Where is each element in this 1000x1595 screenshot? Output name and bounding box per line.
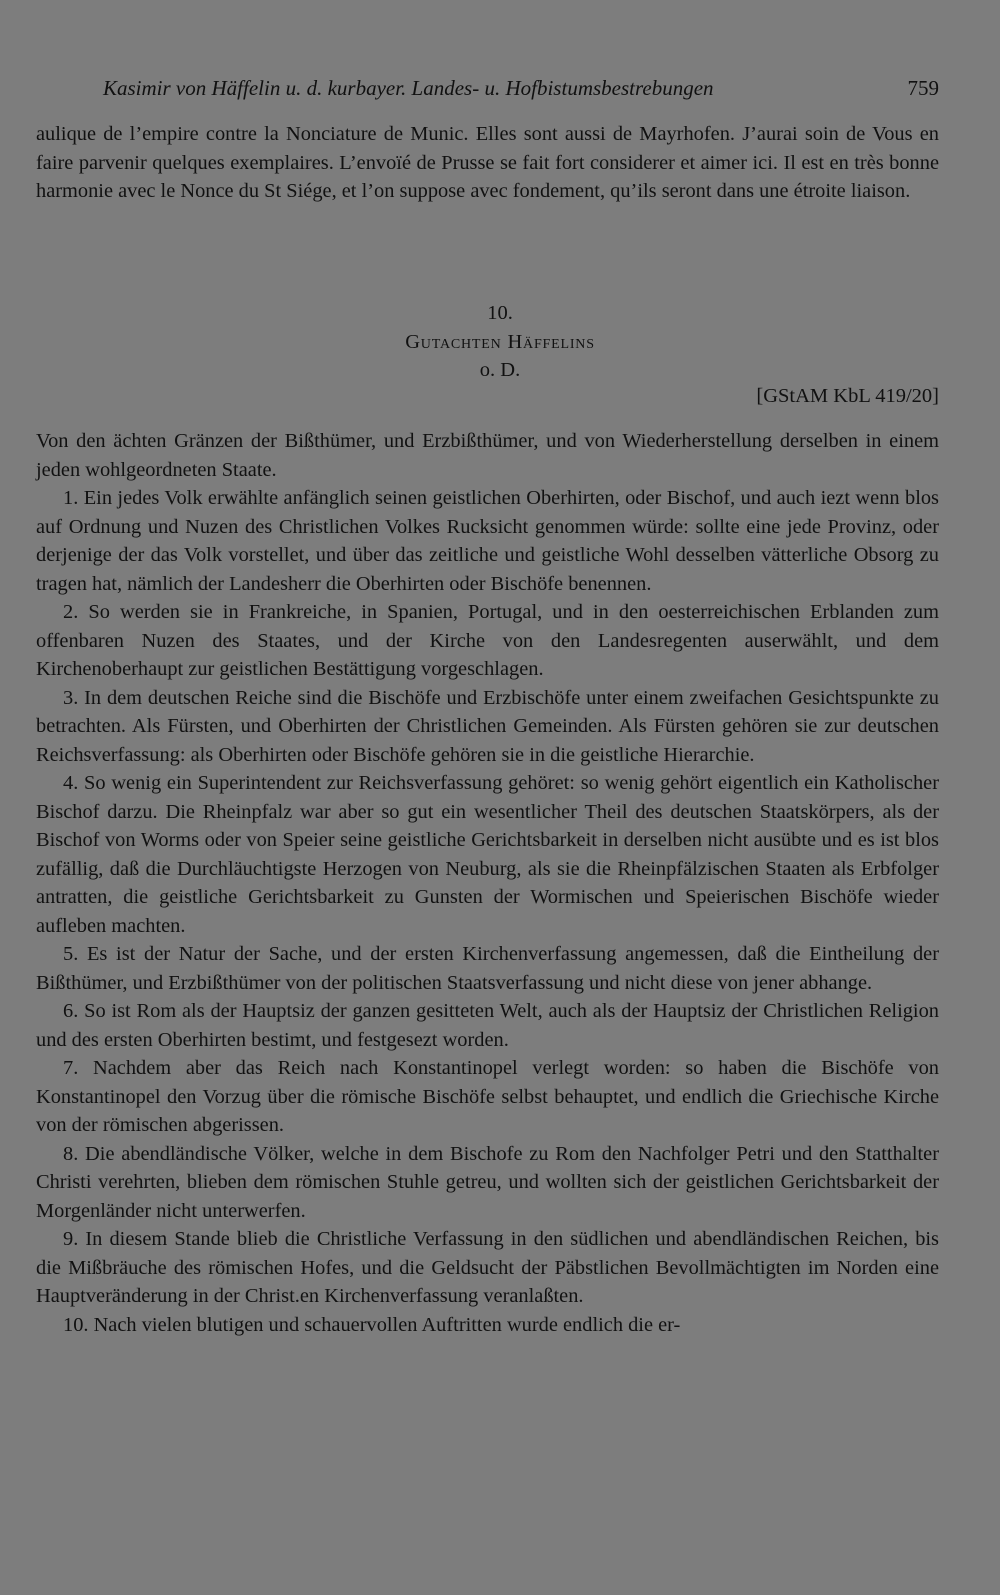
document-title: Gutachten Häffelins (405, 331, 595, 353)
numbered-paragraph-10: 10. Nach vielen blutigen und schauervollen Auftritten wurde endlich die er- (63, 1313, 681, 1336)
numbered-paragraph-3: 3. In dem deutschen Reiche sind die Bischöfe und Erzbischöfe unter einem zweifachen Gesichtspunkte zu betrachten. Als Fürsten, und Oberhirten der Christlichen Gemeinden. Als Fürsten gehören sie zur deutschen Reichsverfassung: als Oberhirten oder Bischöfe gehören sie in die geistliche Hierarchie. (36, 686, 939, 766)
heading-paragraph: Von den ächten Gränzen der Bißthümer, und Erzbißthümer, und von Wiederherstellung derselben in einem jeden wohlgeordneten Staate. (36, 430, 939, 481)
intro-text-block (36, 120, 939, 206)
numbered-paragraph-4: 4. So wenig ein Superintendent zur Reichsverfassung gehöret: so wenig gehört eigentlich ein Katholischer Bischof darzu. Die Rheinpfalz war aber so gut ein wesentlicher Theil des deutschen Staatskörpers, als der Bischof von Worms oder von Speier seine geistliche Gerichtsbarkeit in derselben nicht ausübte und es ist blos zufällig, daß die Durchläuchtigste Herzogen von Neuburg, als sie die Rheinpfälzischen Staaten als Erbfolger antratten, die geistliche Gerichtsbarkeit zu Gunsten der Wormischen und Speierischen Bischöfe wieder aufleben machten. (36, 772, 939, 937)
numbered-paragraph-1: 1. Ein jedes Volk erwählte anfänglich seinen geistlichen Oberhirten, oder Bischof, und auch iezt wenn blos auf Ordnung und Nuzen des Christlichen Volkes Rucksicht genommen würde: sollte eine jede Provinz, oder derjenige der das Volk vorstellet, und über das zeitliche und geistliche Wohl desselben vätterliche Obsorg zu tragen hat, nämlich der Landesherr die Oberhirten oder Bischöfe benennen. (36, 487, 939, 595)
numbered-paragraph-7: 7. Nachdem aber das Reich nach Konstantinopel verlegt worden: so haben die Bischöfe von Konstantinopel den Vorzug über die römische Bischöfe selbst behauptet, und endlich die Griechische Kirche von der römischen abgerissen. (36, 1057, 939, 1136)
running-head (103, 76, 939, 106)
numbered-paragraph-8: 8. Die abendländische Völker, welche in dem Bischofe zu Rom den Nachfolger Petri und den Statthalter Christi verehrten, blieben dem römischen Stuhle getreu, und wollten sich der geistlichen Gerichtsbarkeit der Morgenländer nicht unterwerfen. (36, 1142, 939, 1222)
archive-signature: [GStAM KbL 419/20] (756, 385, 939, 407)
page-number: 759 (907, 76, 939, 100)
document-date: o. D. (479, 359, 521, 381)
intro-paragraph: aulique de l’empire contre la Nonciature de Munic. Elles sont aussi de Mayrhofen. J’aurai soin de Vous en faire parvenir quelques exemplaires. L’envoïé de Prusse se fait fort considerer et aimer ici. Il est en très bonne harmonie avec le Nonce du St Siége, et l’on suppose avec fondement, qu’ils seront dans une étroite liaison. (36, 123, 939, 202)
numbered-paragraph-2: 2. So werden sie in Frankreiche, in Spanien, Portugal, und in den oesterreichischen Erblanden zum offenbaren Nuzen des Staates, und der Kirche von den Landesregenten auserwählt, und dem Kirchenoberhaupt zur geistlichen Bestättigung vorgeschlagen. (36, 601, 939, 680)
document-body (36, 427, 939, 1339)
running-head-title: Kasimir von Häffelin u. d. kurbayer. Landes- u. Hofbistumsbestrebungen (103, 76, 714, 100)
document-number: 10. (487, 302, 513, 324)
numbered-paragraph-5: 5. Es ist der Natur der Sache, und der ersten Kirchenverfassung angemessen, daß die Eintheilung der Bißthümer, und Erzbißthümer von der politischen Staatsverfassung und nicht diese von jener abhange. (36, 943, 939, 994)
numbered-paragraph-9: 9. In diesem Stande blieb die Christliche Verfassung in den südlichen und abendländischen Reichen, bis die Mißbräuche des römischen Hofes, und die Geldsucht der Päbstlichen Bevollmächtigten im Norden eine Hauptveränderung in der Christ.en Kirchenverfassung veranlaßten. (36, 1228, 939, 1307)
numbered-paragraph-6: 6. So ist Rom als der Hauptsiz der ganzen gesitteten Welt, auch als der Hauptsiz der Christlichen Religion und des ersten Oberhirten bestimt, und festgesezt worden. (36, 1000, 939, 1051)
